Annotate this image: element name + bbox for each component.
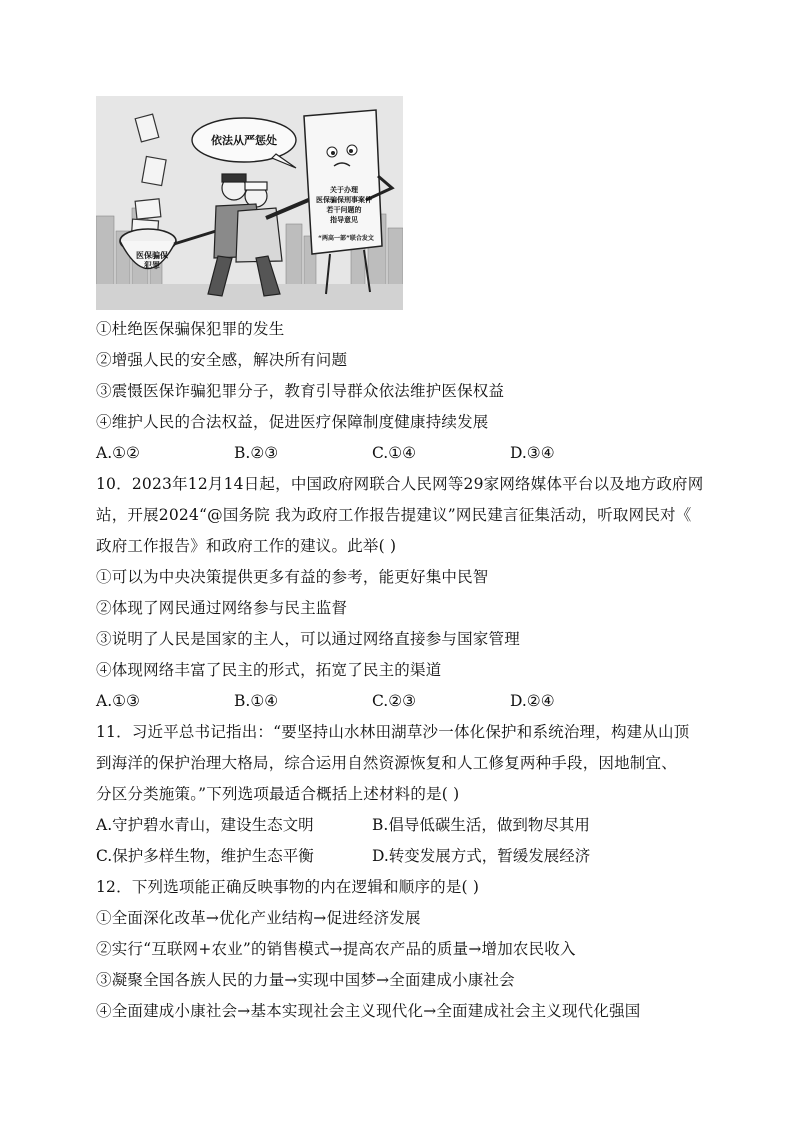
q11-option-a[interactable]: A.守护碧水青山，建设生态文明 <box>96 816 314 834</box>
q9-option-d[interactable]: D.③④ <box>510 444 555 462</box>
q9-option-c[interactable]: C.①④ <box>372 444 417 462</box>
q10-stem-1: 10．2023年12月14日起，中国政府网联合人民网等29家网络媒体平台以及地方政府网 <box>96 475 704 493</box>
cartoon-illustration <box>96 96 403 310</box>
q9-item-3: ③震慑医保诈骗犯罪分子，教育引导群众依法维护医保权益 <box>96 382 505 400</box>
q9-item-1: ①杜绝医保骗保犯罪的发生 <box>96 320 285 338</box>
q10-stem-3: 政府工作报告》和政府工作的建议。此举( ) <box>96 537 397 555</box>
q11-stem-3: 分区分类施策。”下列选项最适合概括上述材料的是( ) <box>96 785 460 803</box>
q10-stem-2: 站，开展2024“@国务院 我为政府工作报告提建议”网民建言征集活动，听取网民对《 <box>96 506 692 524</box>
board-line-3: 若干问题的 <box>326 206 362 214</box>
q12-item-1: ①全面深化改革→优化产业结构→促进经济发展 <box>96 909 421 927</box>
q10-option-d[interactable]: D.②④ <box>510 692 555 710</box>
q11-stem-2: 到海洋的保护治理大格局，综合运用自然资源恢复和人工修复两种手段，因地制宜、 <box>96 754 677 772</box>
net-label-1: 医保骗保 <box>136 251 168 260</box>
q10-option-c[interactable]: C.②③ <box>372 692 417 710</box>
q9-item-4: ④维护人民的合法权益，促进医疗保障制度健康持续发展 <box>96 413 489 431</box>
net <box>120 229 216 269</box>
q12-item-3: ③凝聚全国各族人民的力量→实现中国梦→全面建成小康社会 <box>96 971 515 989</box>
q10-item-2: ②体现了网民通过网络参与民主监督 <box>96 599 348 617</box>
q9-option-b[interactable]: B.②③ <box>234 444 279 462</box>
net-label-2: 犯罪 <box>144 261 160 270</box>
q10-item-3: ③说明了人民是国家的主人，可以通过网络直接参与国家管理 <box>96 630 520 648</box>
board-line-5: “两高一部”联合发文 <box>318 235 374 242</box>
board-line-1: 关于办理 <box>330 186 358 194</box>
q10-item-1: ①可以为中央决策提供更多有益的参考，能更好集中民智 <box>96 568 489 586</box>
falling-cards <box>131 114 166 237</box>
q10-item-4: ④体现网络丰富了民主的形式，拓宽了民主的渠道 <box>96 661 442 679</box>
q12-item-2: ②实行“互联网+农业”的销售模式→提高农产品的质量→增加农民收入 <box>96 940 576 958</box>
q12-stem: 12．下列选项能正确反映事物的内在逻辑和顺序的是( ) <box>96 878 480 896</box>
q11-option-d[interactable]: D.转变发展方式，暂缓发展经济 <box>372 847 591 865</box>
q11-stem-1: 11．习近平总书记指出：“要坚持山水林田湖草沙一体化保护和系统治理，构建从山顶 <box>96 723 690 741</box>
q11-option-c[interactable]: C.保护多样生物，维护生态平衡 <box>96 847 314 865</box>
q9-item-2: ②增强人民的安全感，解决所有问题 <box>96 351 348 369</box>
cartoon-drawing <box>96 96 403 310</box>
q9-option-a[interactable]: A.①② <box>96 444 140 462</box>
board-line-4: 指导意见 <box>330 216 358 224</box>
q10-option-b[interactable]: B.①④ <box>234 692 279 710</box>
q12-item-4: ④全面建成小康社会→基本实现社会主义现代化→全面建成社会主义现代化强国 <box>96 1002 641 1020</box>
q10-option-a[interactable]: A.①③ <box>96 692 140 710</box>
ground <box>96 284 403 310</box>
board-line-2: 医保骗保刑事案件 <box>316 196 372 204</box>
q11-option-b[interactable]: B.倡导低碳生活，做到物尽其用 <box>372 816 590 834</box>
speech-bubble-text: 依法从严惩处 <box>211 134 277 147</box>
